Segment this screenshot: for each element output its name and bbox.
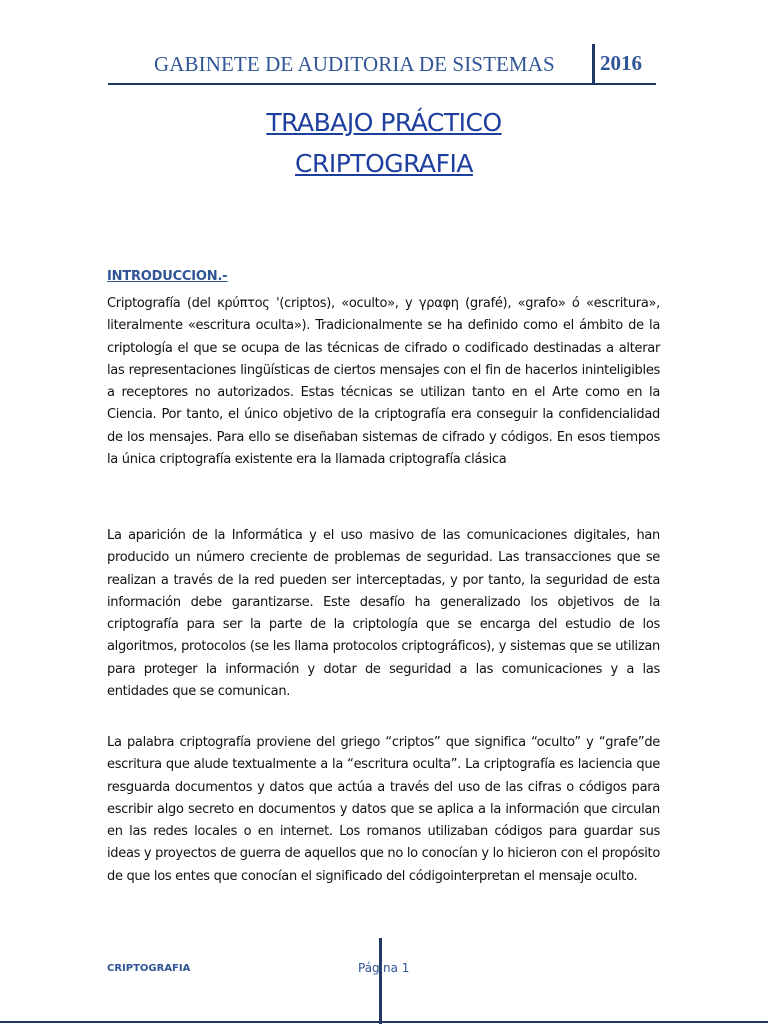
paragraph-2: La aparición de la Informática y el uso masivo de las comunicaciones digitales, han producido un número creciente de problemas de seguridad. Las transacciones que se realizan a través de la red pueden ser interceptadas, y por tanto, la seguridad de esta información debe garantizarse. Este desafío ha generalizado los objetivos de la criptografía para ser la parte de la criptología que se encarga del estudio de los algoritmos, protocolos (se les llama protocolos criptográficos), y sistemas que se utilizan para proteger la información y dotar de seguridad a las comunicaciones y a las entidades que se comunican.: [107, 528, 660, 700]
header-title: GABINETE DE AUDITORIA DE SISTEMAS: [154, 52, 555, 76]
footer-title: CRIPTOGRAFIA: [107, 963, 191, 974]
document-title-line-2: CRIPTOGRAFIA: [295, 149, 473, 178]
document-title-line-1: TRABAJO PRÁCTICO: [266, 108, 502, 137]
section-heading: INTRODUCCION.-: [107, 269, 228, 284]
header-rule: [108, 83, 656, 85]
paragraph-1: Criptografía (del κρύπτος '(criptos), «oculto», y γραφη (grafé), «grafo» ó «escritura», literalmente «escritura oculta»). Tradicionalmente se ha definido como el ámbito de la criptología el que se ocupa de las técnicas de cifrado o codificado destinadas a alterar las representaciones lingüísticas de ciertos mensajes con el fin de hacerlos ininteligibles a receptores no autorizados. Estas técnicas se utilizan tanto en el Arte como en la Ciencia. Por tanto, el único objetivo de la criptografía era conseguir la confidencialidad de los mensajes. Para ello se diseñaban sistemas de cifrado y códigos. En esos tiempos la única criptografía existente era la llamada criptografía clásica: [107, 296, 660, 468]
footer-divider: [379, 938, 382, 1024]
footer-page-number: Página 1: [358, 961, 410, 975]
header-year: 2016: [600, 51, 642, 75]
header-divider: [592, 44, 595, 84]
paragraph-3: La palabra criptografía proviene del griego “criptos” que significa “oculto” y “grafe”de escritura que alude textualmente a la “escritura oculta”. La criptografía es lacie​ncia que resguarda documentos y datos que actúa a través del uso de las cifras o códigos para escribir algo secreto en documentos y datos que se aplica a la información que circulan en las redes locales o en internet. Los romanos utilizaban códigos para guardar sus ideas y proyectos de guerra de aquellos que no lo conocían y lo hicieron con el propósito de que los entes que conocían el significado del códigointerpretan el mensaje oculto.: [107, 735, 660, 884]
footer-rule: [0, 1021, 768, 1023]
page-header: [108, 44, 656, 84]
